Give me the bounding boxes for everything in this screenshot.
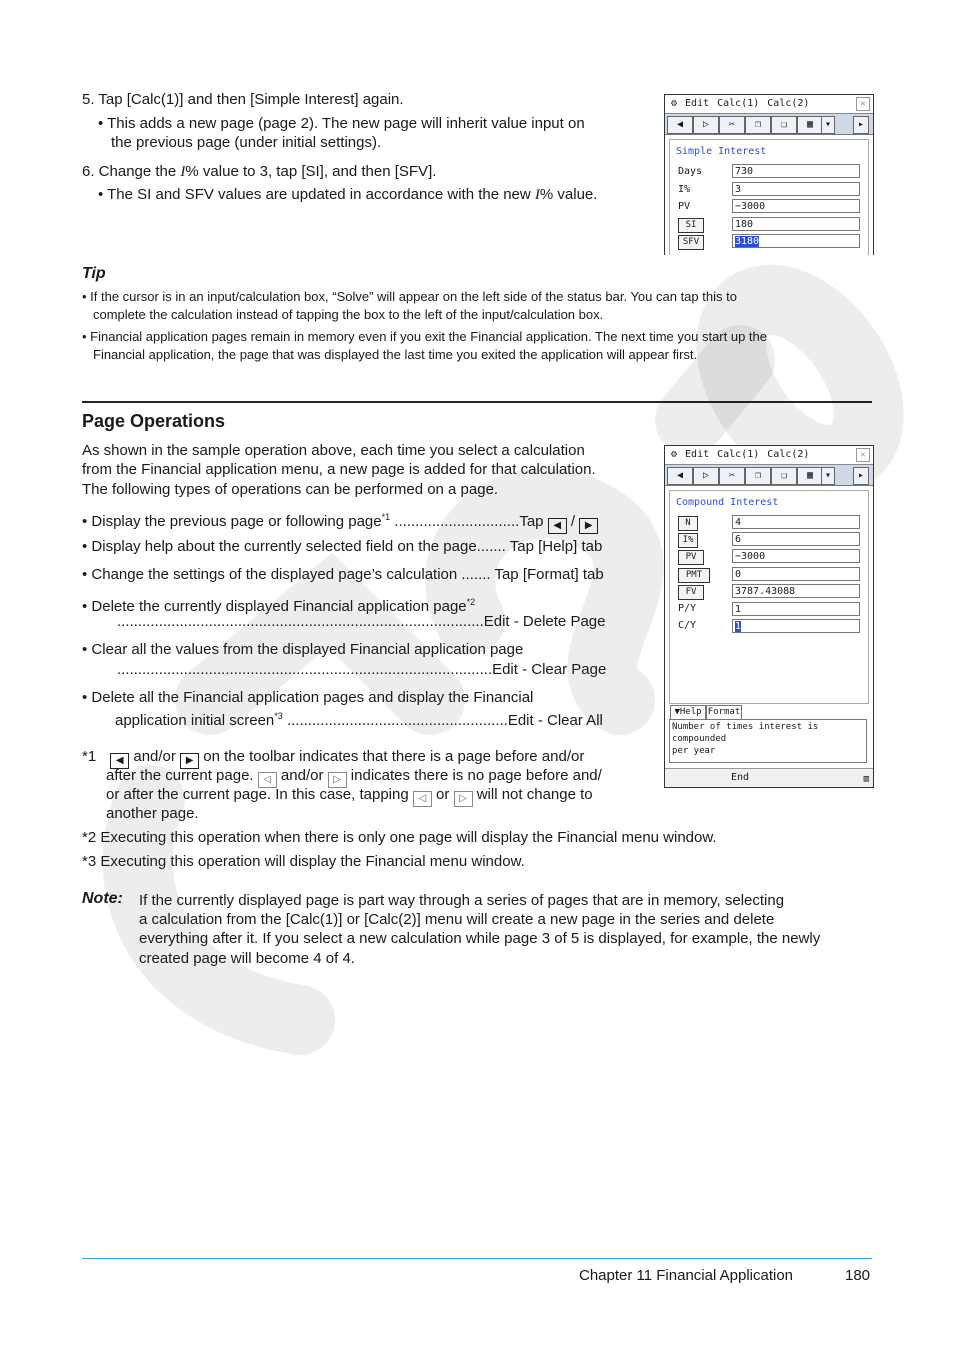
next-page-icon[interactable]: ▷ (693, 467, 719, 485)
calc1-label-pv: PV (678, 201, 691, 212)
step-6-title-pre: 6. Change the (82, 163, 181, 180)
format-tab[interactable]: Format (706, 705, 742, 720)
op2: • Display help about the currently selected field on the page....... Tap [Help] tab (82, 538, 603, 555)
calc1-label-days: Days (678, 166, 703, 177)
op5-line2: ..........................................................................................Edit - Clear Page (117, 661, 607, 678)
copy-icon[interactable]: ❐ (745, 467, 771, 485)
calc2-label-cy: C/Y (678, 620, 697, 631)
calc2-menubar (665, 446, 873, 465)
status-bar (665, 768, 873, 788)
calc2-pv-button[interactable]: PV (678, 550, 704, 565)
dropdown-arrow-icon[interactable]: ▾ (821, 467, 835, 485)
paste-icon[interactable]: ❏ (771, 467, 797, 485)
calc1-menu-calc1[interactable]: Calc(1) (717, 98, 760, 109)
footer-page-number: 180 (845, 1267, 871, 1284)
op4-text: • Delete the currently displayed Financial application page (82, 598, 467, 615)
calc2-n-button[interactable]: N (678, 516, 698, 531)
tip-heading: Tip (82, 265, 106, 282)
calc2-value-fv[interactable]: 3787.43088 (732, 584, 860, 598)
calc2-menu-calc1[interactable]: Calc(1) (717, 449, 760, 460)
footer-rule (82, 1258, 872, 1259)
battery-icon: ▥ (863, 774, 869, 784)
calc2-value-py[interactable]: 1 (732, 602, 860, 616)
step-6-title-var: I (180, 164, 186, 180)
cut-icon[interactable]: ✂ (719, 467, 745, 485)
tip-item2-line2: Financial application, the page that was displayed the last time you exited the application will appear first. (93, 347, 698, 362)
note-line2: a calculation from the [Calc(1)] or [Calc(2)] menu will create a new page in the series and delete (139, 911, 775, 928)
op1-dots: ..............................Tap (390, 513, 548, 530)
calc2-fv-button[interactable]: FV (678, 585, 704, 600)
cut-icon[interactable]: ✂ (719, 116, 745, 134)
step-6-bullet (98, 185, 597, 205)
calc1-menu-calc2[interactable]: Calc(2) (767, 98, 810, 109)
op4-line2: ........................................................................................Edit - Delete Page (117, 613, 606, 630)
step-6-bullet-var: I (534, 187, 540, 203)
scroll-right-icon[interactable]: ▸ (853, 467, 869, 485)
calc2-value-cy[interactable] (732, 619, 860, 633)
status-end: End (731, 772, 750, 783)
next-filled-icon: ▶ (180, 753, 199, 769)
fn1-a: and/or (129, 748, 181, 765)
op1-text: • Display the previous page or following page (82, 513, 382, 530)
op1-sup: *1 (381, 512, 391, 522)
paste-icon[interactable]: ❏ (771, 116, 797, 134)
step-5-bullet-line1: • This adds a new page (page 2). The new page will inherit value input on (98, 115, 585, 132)
step-5-title: 5. Tap [Calc(1)] and then [Simple Interest] again. (82, 91, 404, 108)
fn1-line2-b: and/or (276, 767, 328, 784)
intro-line1: As shown in the sample operation above, each time you select a calculation (82, 442, 585, 459)
calc1-value-i[interactable]: 3 (732, 182, 860, 196)
fn1-line2-a: after the current page. (106, 767, 258, 784)
op6-line2-rest: .....................................................Edit - Clear All (282, 712, 603, 729)
step-5-bullet-line2: the previous page (under initial settings). (111, 134, 382, 151)
op6-sup: *3 (274, 711, 283, 721)
help-tab[interactable]: ▼Help (670, 705, 706, 720)
fn1-line2-c: indicates there is no page before and/ (346, 767, 602, 784)
calc1-si-button[interactable]: SI (678, 218, 704, 233)
calc1-value-sfv-text: 3180 (735, 236, 760, 247)
op5-line1: • Clear all the values from the displayed Financial application page (82, 641, 524, 658)
prev-page-icon[interactable]: ◀ (667, 116, 693, 134)
gear-icon[interactable]: ⚙ (671, 98, 678, 109)
op1 (82, 508, 598, 534)
help-box (669, 719, 867, 763)
fn1-mark: *1 (82, 748, 97, 765)
close-icon[interactable]: ✕ (856, 97, 870, 111)
footnote-3: *3 Executing this operation will display the Financial menu window. (82, 853, 525, 870)
section-rule (82, 401, 872, 403)
next-filled-icon: ▶ (579, 518, 598, 534)
compound-interest-screenshot (664, 445, 874, 788)
note-label: Note: (82, 890, 123, 907)
scroll-right-icon[interactable]: ▸ (853, 116, 869, 134)
calc2-value-n[interactable]: 4 (732, 515, 860, 529)
help-line1: Number of times interest is compounded (672, 722, 819, 744)
calc1-title: Simple Interest (676, 146, 767, 157)
calc1-menubar (665, 95, 873, 114)
prev-filled-icon: ◀ (110, 753, 129, 769)
calc2-value-i[interactable]: 6 (732, 532, 860, 546)
calc1-value-pv[interactable]: −3000 (732, 199, 860, 213)
table-icon[interactable]: ▦ (797, 116, 823, 134)
step-6-title (82, 162, 436, 182)
calc1-value-days[interactable]: 730 (732, 164, 860, 178)
close-icon[interactable]: ✕ (856, 448, 870, 462)
calc2-menu-calc2[interactable]: Calc(2) (767, 449, 810, 460)
op1-sep: / (566, 513, 580, 530)
tip-item1-line1: • If the cursor is in an input/calculation box, “Solve” will appear on the left side of the status bar. You can tap this to (82, 289, 737, 304)
prev-page-icon[interactable]: ◀ (667, 467, 693, 485)
next-page-icon[interactable]: ▷ (693, 116, 719, 134)
table-icon[interactable]: ▦ (797, 467, 823, 485)
tip-item1-line2: complete the calculation instead of tapping the box to the left of the input/calculation box. (93, 307, 604, 322)
calc2-panel (669, 490, 869, 704)
step-6-title-post: % value to 3, tap [SI], and then [SFV]. (185, 163, 437, 180)
calc1-toolbar (665, 114, 873, 135)
calc1-sfv-button[interactable]: SFV (678, 235, 704, 250)
step-6-bullet-post: % value. (539, 186, 598, 203)
prev-outline-icon: ◁ (413, 791, 432, 807)
calc2-label-py: P/Y (678, 603, 697, 614)
calc1-panel (669, 139, 869, 255)
tip-item2-line1: • Financial application pages remain in memory even if you exit the Financial application. The next time you start up the (82, 329, 768, 344)
prev-outline-icon: ◁ (258, 772, 277, 788)
dropdown-arrow-icon[interactable]: ▾ (821, 116, 835, 134)
calc2-title: Compound Interest (676, 497, 779, 508)
fn1-b: on the toolbar indicates that there is a page before and/or (199, 748, 585, 765)
fn1-line3-c: will not change to (472, 786, 593, 803)
section-heading: Page Operations (82, 411, 226, 431)
calc2-value-cy-text: 1 (735, 621, 742, 632)
prev-filled-icon: ◀ (548, 518, 567, 534)
intro-line3: The following types of operations can be performed on a page. (82, 481, 499, 498)
fn1-line3-b: or (431, 786, 454, 803)
copy-icon[interactable]: ❐ (745, 116, 771, 134)
footnote-2: *2 Executing this operation when there is only one page will display the Financial menu window. (82, 829, 717, 846)
op6-line1: • Delete all the Financial application pages and display the Financial (82, 689, 534, 706)
note-line3: everything after it. If you select a new calculation while page 3 of 5 is displayed, for example, the newly (139, 930, 821, 947)
fn1-line3-a: or after the current page. In this case, tapping (106, 786, 413, 803)
calc2-toolbar (665, 465, 873, 486)
op6-line2 (115, 707, 603, 730)
calc2-pmt-button[interactable]: PMT (678, 568, 710, 583)
calc1-value-si[interactable]: 180 (732, 217, 860, 231)
calc1-value-sfv[interactable] (732, 234, 860, 248)
gear-icon[interactable]: ⚙ (671, 449, 678, 460)
intro-line2: from the Financial application menu, a new page is added for that calculation. (82, 461, 596, 478)
op6-line2-text: application initial screen (115, 712, 275, 729)
calc2-i-button[interactable]: I% (678, 533, 698, 548)
calc2-value-pmt[interactable]: 0 (732, 567, 860, 581)
next-outline-icon: ▷ (328, 772, 347, 788)
calc2-menu-edit[interactable]: Edit (685, 449, 710, 460)
footnote-1-line4: another page. (106, 805, 199, 822)
next-outline-icon: ▷ (454, 791, 473, 807)
note-line1: If the currently displayed page is part way through a series of pages that are in memory, selecting (139, 892, 785, 909)
calc2-value-pv[interactable]: −3000 (732, 549, 860, 563)
note-line4: created page will become 4 of 4. (139, 950, 355, 967)
op3: • Change the settings of the displayed page’s calculation ....... Tap [Format] tab (82, 566, 604, 583)
step-6-bullet-pre: • The SI and SFV values are updated in accordance with the new (98, 186, 535, 203)
calc1-menu-edit[interactable]: Edit (685, 98, 710, 109)
footer-chapter: Chapter 11 Financial Application (579, 1267, 794, 1284)
op4-sup: *2 (466, 597, 476, 607)
simple-interest-screenshot (664, 94, 874, 255)
calc1-label-i: I% (678, 184, 691, 195)
help-line2: per year (672, 746, 716, 756)
